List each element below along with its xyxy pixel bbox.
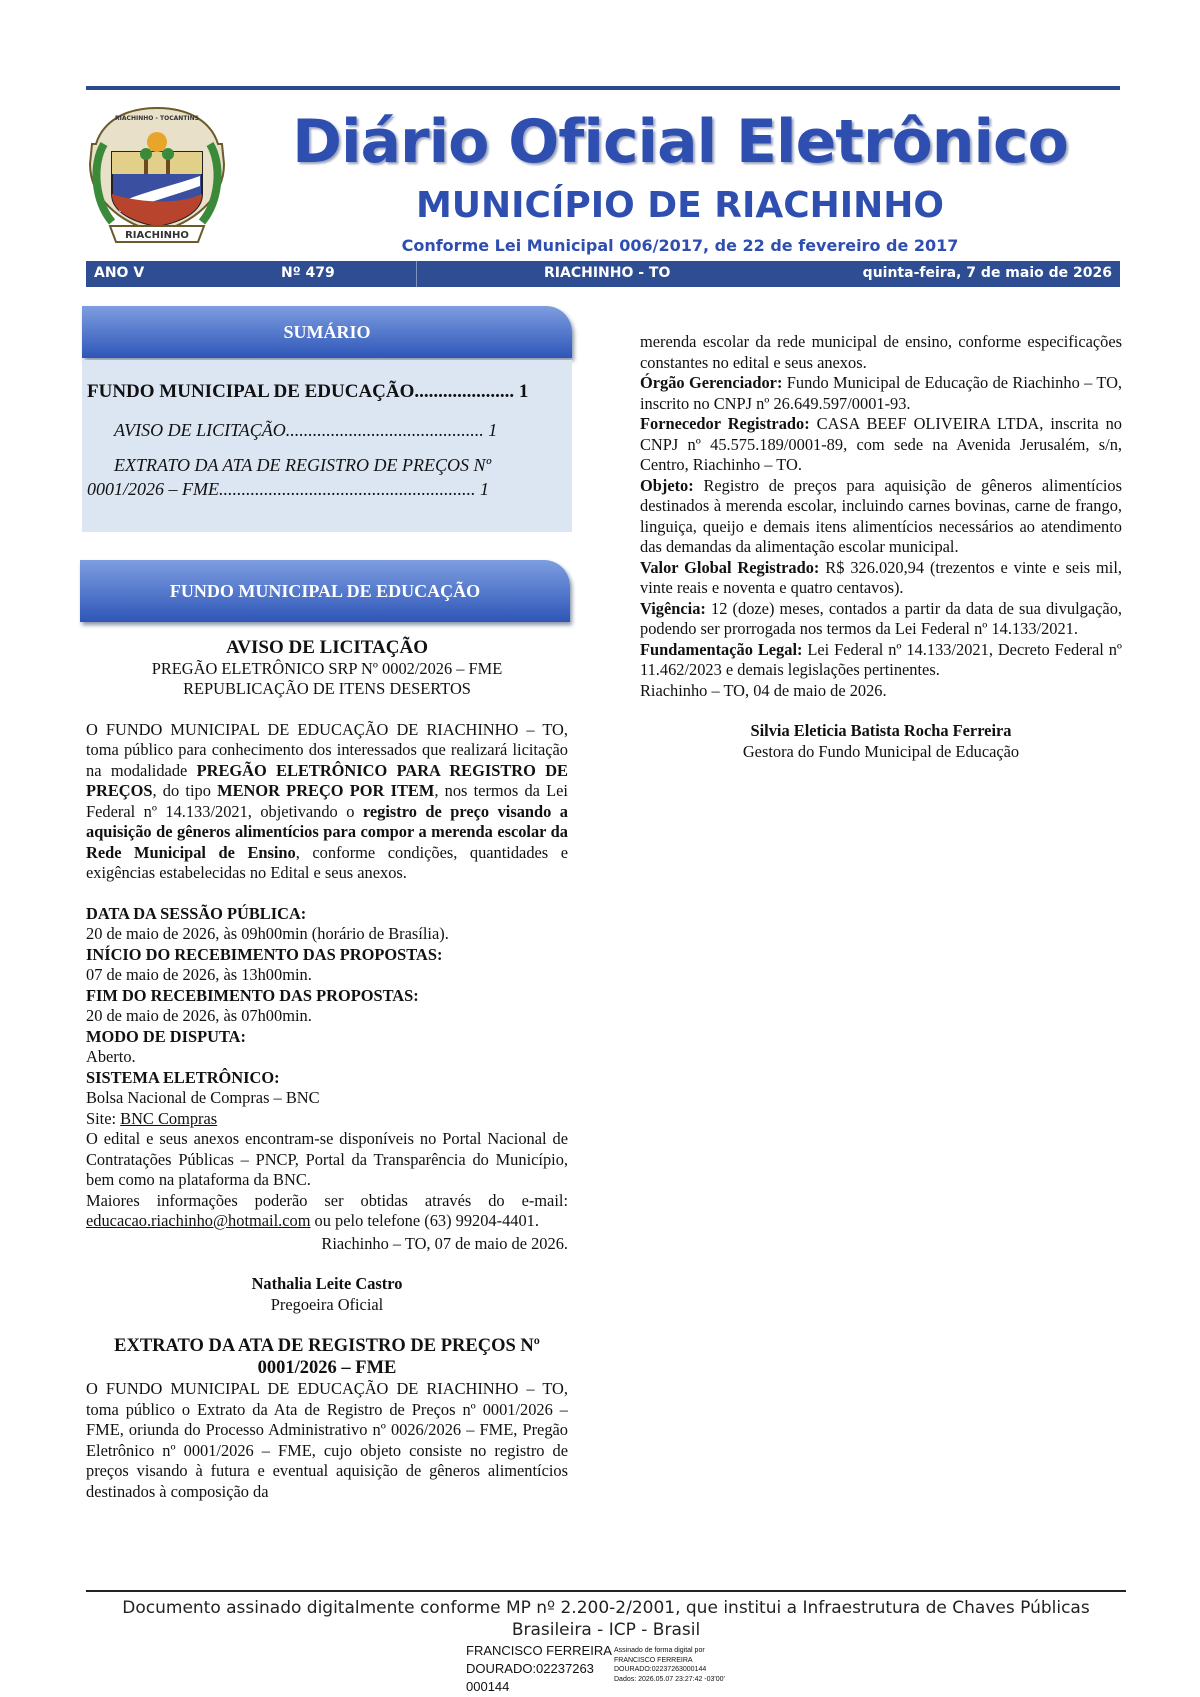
email-link[interactable]: educacao.riachinho@hotmail.com — [86, 1211, 311, 1230]
aviso-title: AVISO DE LICITAÇÃO — [225, 637, 428, 658]
law-reference: Conforme Lei Municipal 006/2017, de 22 de fevereiro de 2017 — [401, 236, 959, 255]
value-sistema-eletronico: Bolsa Nacional de Compras – BNC — [86, 1088, 320, 1107]
aviso-subtitle-pregao: PREGÃO ELETRÔNICO SRP Nº 0002/2026 – FME — [151, 658, 503, 678]
sumario-item-extrato[interactable] — [87, 453, 567, 501]
site-line: Site: BNC Compras — [86, 1108, 218, 1128]
municipal-seal-logo — [82, 104, 232, 248]
extrato-local-date: Riachinho – TO, 04 de maio de 2026. — [640, 680, 887, 700]
sumario-tab-label: SUMÁRIO — [283, 322, 371, 342]
digital-signature-name — [466, 1642, 616, 1696]
sig-detail-line-1: Assinado de forma digital por — [614, 1647, 705, 1654]
aviso-signer-role: Pregoeira Oficial — [270, 1294, 384, 1314]
sig-name-line-3: 000144 — [466, 1679, 510, 1694]
label-modo-disputa: MODO DE DISPUTA: — [86, 1026, 246, 1046]
extrato-fornecedor: Fornecedor Registrado: CASA BEEF OLIVEIRA LTDA, inscrita no CNPJ nº 45.575.189/0001-89, com sede na Avenida Jerusalém, s/n, Centro, Riachinho – TO. — [640, 414, 1122, 474]
extrato-signer-name: Silvia Eleticia Batista Rocha Ferreira — [750, 721, 1012, 740]
sumario-item-aviso[interactable]: AVISO DE LICITAÇÃO............................................ 1 — [114, 420, 498, 440]
aviso-subtitle-republicacao: REPUBLICAÇÃO DE ITENS DESERTOS — [183, 679, 471, 698]
extrato-continuation-block — [640, 332, 1122, 762]
extrato-fundamentacao: Fundamentação Legal: Lei Federal nº 14.133/2021, Decreto Federal nº 11.462/2023 e demais legislações pertinentes. — [640, 639, 1122, 679]
value-inicio-propostas: 07 de maio de 2026, às 13h00min. — [86, 965, 312, 984]
label-inicio-propostas: INÍCIO DO RECEBIMENTO DAS PROPOSTAS: — [86, 944, 443, 964]
extrato-signer-role: Gestora do Fundo Municipal de Educação — [742, 741, 1020, 761]
edition-location: RIACHINHO - TO — [544, 265, 671, 281]
edition-year: ANO V — [94, 265, 145, 281]
value-data-sessao: 20 de maio de 2026, às 09h00min (horário de Brasília). — [86, 924, 449, 943]
aviso-local-date: Riachinho – TO, 07 de maio de 2026. — [321, 1233, 568, 1253]
municipality-name: MUNICÍPIO DE RIACHINHO — [415, 185, 945, 226]
extrato-orgao: Órgão Gerenciador: Fundo Municipal de Educação de Riachinho – TO, inscrito no CNPJ nº 26.649.597/0001-93. — [640, 373, 1123, 413]
extrato-vigencia: Vigência: 12 (doze) meses, contados a partir da data de sua divulgação, podendo ser prorrogada nos termos da Lei Federal nº 14.133/2021. — [640, 598, 1122, 638]
label-data-sessao: DATA DA SESSÃO PÚBLICA: — [86, 903, 307, 923]
header-top-rule — [86, 86, 1120, 90]
footer-line-2: Brasileira - ICP - Brasil — [511, 1620, 701, 1640]
edition-date: quinta-feira, 7 de maio de 2026 — [862, 265, 1112, 281]
label-sistema-eletronico: SISTEMA ELETRÔNICO: — [86, 1067, 280, 1087]
sumario-tab — [82, 306, 572, 358]
sumario-item-extrato-line1: EXTRATO DA ATA DE REGISTRO DE PREÇOS Nº — [114, 455, 492, 475]
edition-info-bar — [86, 261, 1120, 287]
seal-top-text: RIACHINHO - TOCANTINS — [115, 115, 199, 122]
label-fim-propostas: FIM DO RECEBIMENTO DAS PROPOSTAS: — [86, 985, 419, 1005]
value-fim-propostas: 20 de maio de 2026, às 07h00min. — [86, 1006, 312, 1025]
sig-name-line-1: FRANCISCO FERREIRA — [466, 1643, 612, 1658]
sig-detail-line-4: Dados: 2026.05.07 23:27:42 -03'00' — [614, 1675, 725, 1683]
site-link[interactable]: BNC Compras — [120, 1108, 218, 1128]
info-bar-divider — [416, 261, 417, 287]
section-tab-label: FUNDO MUNICIPAL DE EDUCAÇÃO — [169, 581, 481, 601]
aviso-licitacao-block — [86, 638, 568, 1502]
aviso-body-paragraph: O FUNDO MUNICIPAL DE EDUCAÇÃO DE RIACHINHO – TO, toma público para conhecimento dos interessados que realizará licitação na modalidade PREGÃO ELETRÔNICO PARA REGISTRO DE PREÇOS, do tipo MENOR PREÇO POR ITEM, nos termos da Lei Federal nº 14.133/2021, objetivando o registro de preço visando a aquisição de gêneros alimentícios para compor a merenda escolar da Rede Municipal de Ensino, conforme condições, quantidades e exigências estabelecidas no Edital e seus anexos. — [86, 719, 568, 882]
seal-bottom-text: RIACHINHO — [125, 230, 189, 241]
aviso-signer-name: Nathalia Leite Castro — [251, 1274, 403, 1293]
sig-detail-line-2: FRANCISCO FERREIRA — [614, 1656, 693, 1664]
edition-number: Nº 479 — [281, 265, 335, 281]
digital-signature-details — [614, 1646, 784, 1684]
sig-name-line-2: DOURADO:02237263 — [466, 1661, 594, 1676]
sumario-box — [82, 360, 572, 532]
extrato-objeto: Objeto: Registro de preços para aquisição de gêneros alimentícios destinados à merenda escolar, incluindo carnes bovinas, carne de frango, linguiça, queijo e demais itens alimentícios necessários ao atendimento das demandas da alimentação escolar municipal. — [640, 475, 1122, 556]
info-paragraph: Maiores informações poderão ser obtidas através do e-mail: educacao.riachinho@hotmail.com ou pelo telefone (63) 99204-4401. — [86, 1190, 568, 1230]
value-modo-disputa: Aberto. — [86, 1047, 136, 1066]
newspaper-title: Diário Oficial Eletrônico — [292, 107, 1068, 177]
edital-paragraph: O edital e seus anexos encontram-se disponíveis no Portal Nacional de Contratações Públicas – PNCP, Portal da Transparência do Município, bem como na plataforma da BNC. — [86, 1129, 568, 1189]
extrato-title: EXTRATO DA ATA DE REGISTRO DE PREÇOS Nº 0001/2026 – FME — [114, 1336, 540, 1378]
sumario-item-fundo[interactable]: FUNDO MUNICIPAL DE EDUCAÇÃO..................... 1 — [87, 381, 529, 402]
extrato-paragraph-1-cont: merenda escolar da rede municipal de ensino, conforme especificações constantes no edital e seus anexos. — [640, 332, 1122, 372]
sumario-item-extrato-line2: 0001/2026 – FME......................................................... 1 — [87, 479, 489, 499]
extrato-paragraph-1: O FUNDO MUNICIPAL DE EDUCAÇÃO DE RIACHINHO – TO, toma público o Extrato da Ata de Registro de Preços nº 0001/2026 – FME, oriunda do Processo Administrativo nº 0026/2026 – FME, Pregão Eletrônico nº 0001/2026 – FME, cujo objeto consiste no registro de preços visando à futura e eventual aquisição de gêneros alimentícios destinados à composição da — [86, 1379, 568, 1501]
sig-detail-line-3: DOURADO:02237263000144 — [614, 1666, 707, 1673]
footer-line-1: Documento assinado digitalmente conforme MP nº 2.200-2/2001, que institui a Infraestrutura de Chaves Públicas — [122, 1598, 1090, 1618]
footer-signature-notice — [86, 1597, 1126, 1641]
section-tab-fundo — [80, 560, 570, 622]
footer-rule — [86, 1590, 1126, 1592]
extrato-valor: Valor Global Registrado: R$ 326.020,94 (trezentos e vinte e seis mil, vinte reais e noventa e quatro centavos). — [640, 557, 1122, 597]
